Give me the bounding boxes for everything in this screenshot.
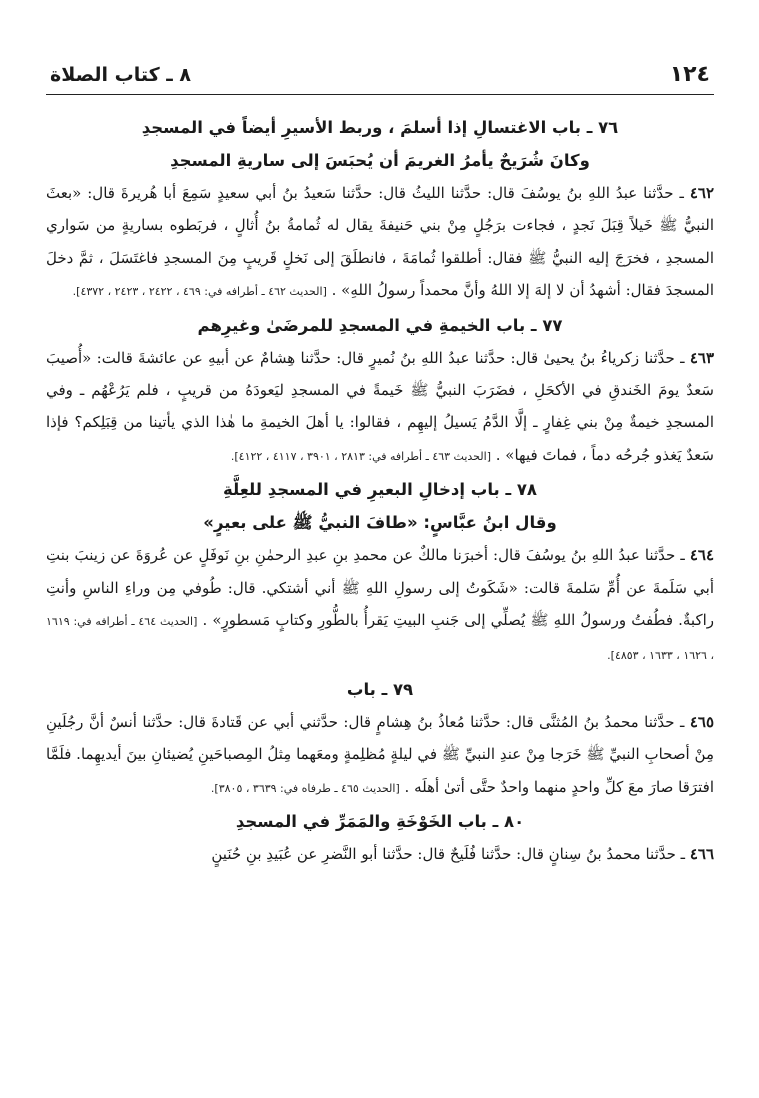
running-head xyxy=(46,58,714,95)
hadith-references: [الحديث ٤٦٣ ـ أطرافه في: ٢٨١٣ ، ٣٩٠١ ، ٤١١٧ ، ٤١٢٢]. xyxy=(230,449,491,463)
hadith-paragraph xyxy=(46,706,714,805)
chapter-heading-line: ٨٠ ـ باب الخَوْخَةِ والمَمَرِّ في المسجدِ xyxy=(235,812,525,832)
hadith-number: ٤٦٦ xyxy=(689,845,714,864)
hadith-paragraph xyxy=(46,342,714,474)
page-number: ١٢٤ xyxy=(669,62,710,87)
hadith-paragraph xyxy=(46,177,714,309)
chapter-heading xyxy=(46,111,714,177)
chapter-heading xyxy=(46,805,714,838)
hadith-number: ٤٦٢ xyxy=(689,184,714,202)
chapter-heading xyxy=(46,673,714,706)
hadith-number: ٤٦٣ xyxy=(689,348,714,367)
hadith-text: ـ حدَّثنا محمدُ بنُ سِنانٍ قال: حدَّثنا فُلَيحٌ قال: حدَّثنا أبو النَّضرِ عن عُبَيدِ بنِ حُنَينٍ xyxy=(211,845,690,864)
chapter-heading-line: ٧٩ ـ باب xyxy=(346,679,414,699)
hadith-references: [الحديث ٤٦٥ ـ طرفاه في: ٣٦٣٩ ، ٣٨٠٥]. xyxy=(210,781,400,795)
hadith-text: ـ حدَّثنا عبدُ اللهِ بنُ يوسُفَ قال: أخبرَنا مالكٌ عن محمدِ بنِ عبدِ الرحمٰنِ بنِ نَوفَلٍ عن عُروَةَ عن زينبَ بنتِ أبي سَلَمةَ عن أُمِّ سَلمةَ قالت: «شَكَوتُ إلى رسولِ اللهِ ﷺ أني أشتكي. قال: طُوفي مِن وراءِ الناسِ وأنتِ راكبةٌ. فطُفتُ ورسولُ اللهِ ﷺ يُصلِّي إلى جَنبِ البيتِ يَقرأُ بالطُّورِ وكتابٍ مَسطورٍ» . xyxy=(46,546,714,630)
hadith-text: ـ حدَّثنا زكرياءُ بنُ يحيىٰ قال: حدَّثنا عبدُ اللهِ بنُ نُميرٍ قال: حدَّثنا هِشامٌ عن أبيهِ عن عائشةَ قالت: «أُصيبَ سَعدٌ يومَ الخَندقِ في الأكحَلِ ، فضَرَبَ النبيُّ ﷺ خَيمةً في المسجدِ ليَعودَهُ من قريبٍ ، فلم يَرُعْهُم ـ وفي المسجدِ خيمةٌ مِنْ بني غِفارٍ ـ إلَّا الدَّمُ يَسيلُ إليهِم ، فقالوا: يا أهلَ الخيمةِ ما هٰذا الذي يأتينا من قِبَلِكم؟ فإذا سَعدٌ يَغذو جُرحُه دماً ، فماتَ فيها» . xyxy=(46,348,714,464)
chapter-heading xyxy=(46,309,714,342)
chapter-subheading-line: وقال ابنُ عبَّاسٍ: «طافَ النبيُّ ﷺ على بعيرٍ» xyxy=(203,513,557,533)
hadith-text: ـ حدَّثنا محمدُ بنُ المُثنَّى قال: حدَّثنا مُعاذُ بنُ هِشامٍ قال: حدَّثني أبي عن قَتادةَ قال: حدَّثنا أنسٌ أنَّ رجُلَينِ مِنْ أصحابِ النبيِّ ﷺ خَرَجا مِنْ عندِ النبيِّ ﷺ في ليلةٍ مُظلِمةٍ ومعَهما مِثلُ المِصباحَينِ يُضيئانِ بينَ أيديهِما. فلَمَّا افترَقا صارَ معَ كلِّ واحدٍ منهما واحدٌ حتَّى أتىٰ أهلَه . xyxy=(46,712,714,796)
hadith-text: ـ حدَّثنا عبدُ اللهِ بنُ يوسُفَ قال: حدَّثنا الليثُ قال: حدَّثنا سَعيدُ بنُ أبي سعيدٍ سَمِعَ أبا هُريرةَ قال: «بعثَ النبيُّ ﷺ خَيلاً قِبَلَ نَجدٍ ، فجاءت برَجُلٍ مِنْ بني حَنيفةَ يقال له ثُمامةُ بنُ أُثالٍ ، فربَطوه بساريةٍ من سَواري المسجدِ ، فخرَجَ إليه النبيُّ ﷺ فقال: أطلقوا ثُمامَةَ ، فانطلَقَ إلى نَخلٍ قَريبٍ مِنَ المسجدِ فاغتَسَلَ ، ثمَّ دخلَ المسجدَ فقال: أشهدُ أن لا إلهَ إلا اللهُ وأنَّ محمداً رسولُ اللهِ» . xyxy=(46,184,714,300)
book-title: ٨ ـ كتاب الصلاة xyxy=(50,64,191,86)
hadith-paragraph xyxy=(46,838,714,870)
chapter-heading-line: ٧٦ ـ باب الاغتسالِ إذا أسلمَ ، وربط الأسيرِ أيضاً في المسجدِ xyxy=(141,118,619,137)
hadith-references: [الحديث ٤٦٢ ـ أطرافه في: ٤٦٩ ، ٢٤٢٢ ، ٢٤٢٣ ، ٤٣٧٢]. xyxy=(72,285,327,299)
hadith-number: ٤٦٥ xyxy=(689,712,714,731)
hadith-references: [الحديث ٤٦٤ ـ أطرافه في: ١٦١٩ ، ١٦٢٦ ، ١٦٣٣ ، ٤٨٥٣]. xyxy=(46,615,714,663)
book-page xyxy=(46,58,714,1078)
chapter-heading-line: ٧٨ ـ باب إدخالِ البعيرِ في المسجدِ للعِلَّةِ xyxy=(222,480,537,500)
hadith-paragraph xyxy=(46,539,714,673)
chapter-subheading-line: وكانَ شُرَيحٌ يأمرُ الغريمَ أن يُحبَسَ إلى ساريةِ المسجدِ xyxy=(170,151,590,170)
chapter-heading-line: ٧٧ ـ باب الخيمةِ في المسجدِ للمرضَىٰ وغيرِهم xyxy=(197,315,563,335)
chapter-heading xyxy=(46,473,714,539)
hadith-number: ٤٦٤ xyxy=(689,546,714,565)
